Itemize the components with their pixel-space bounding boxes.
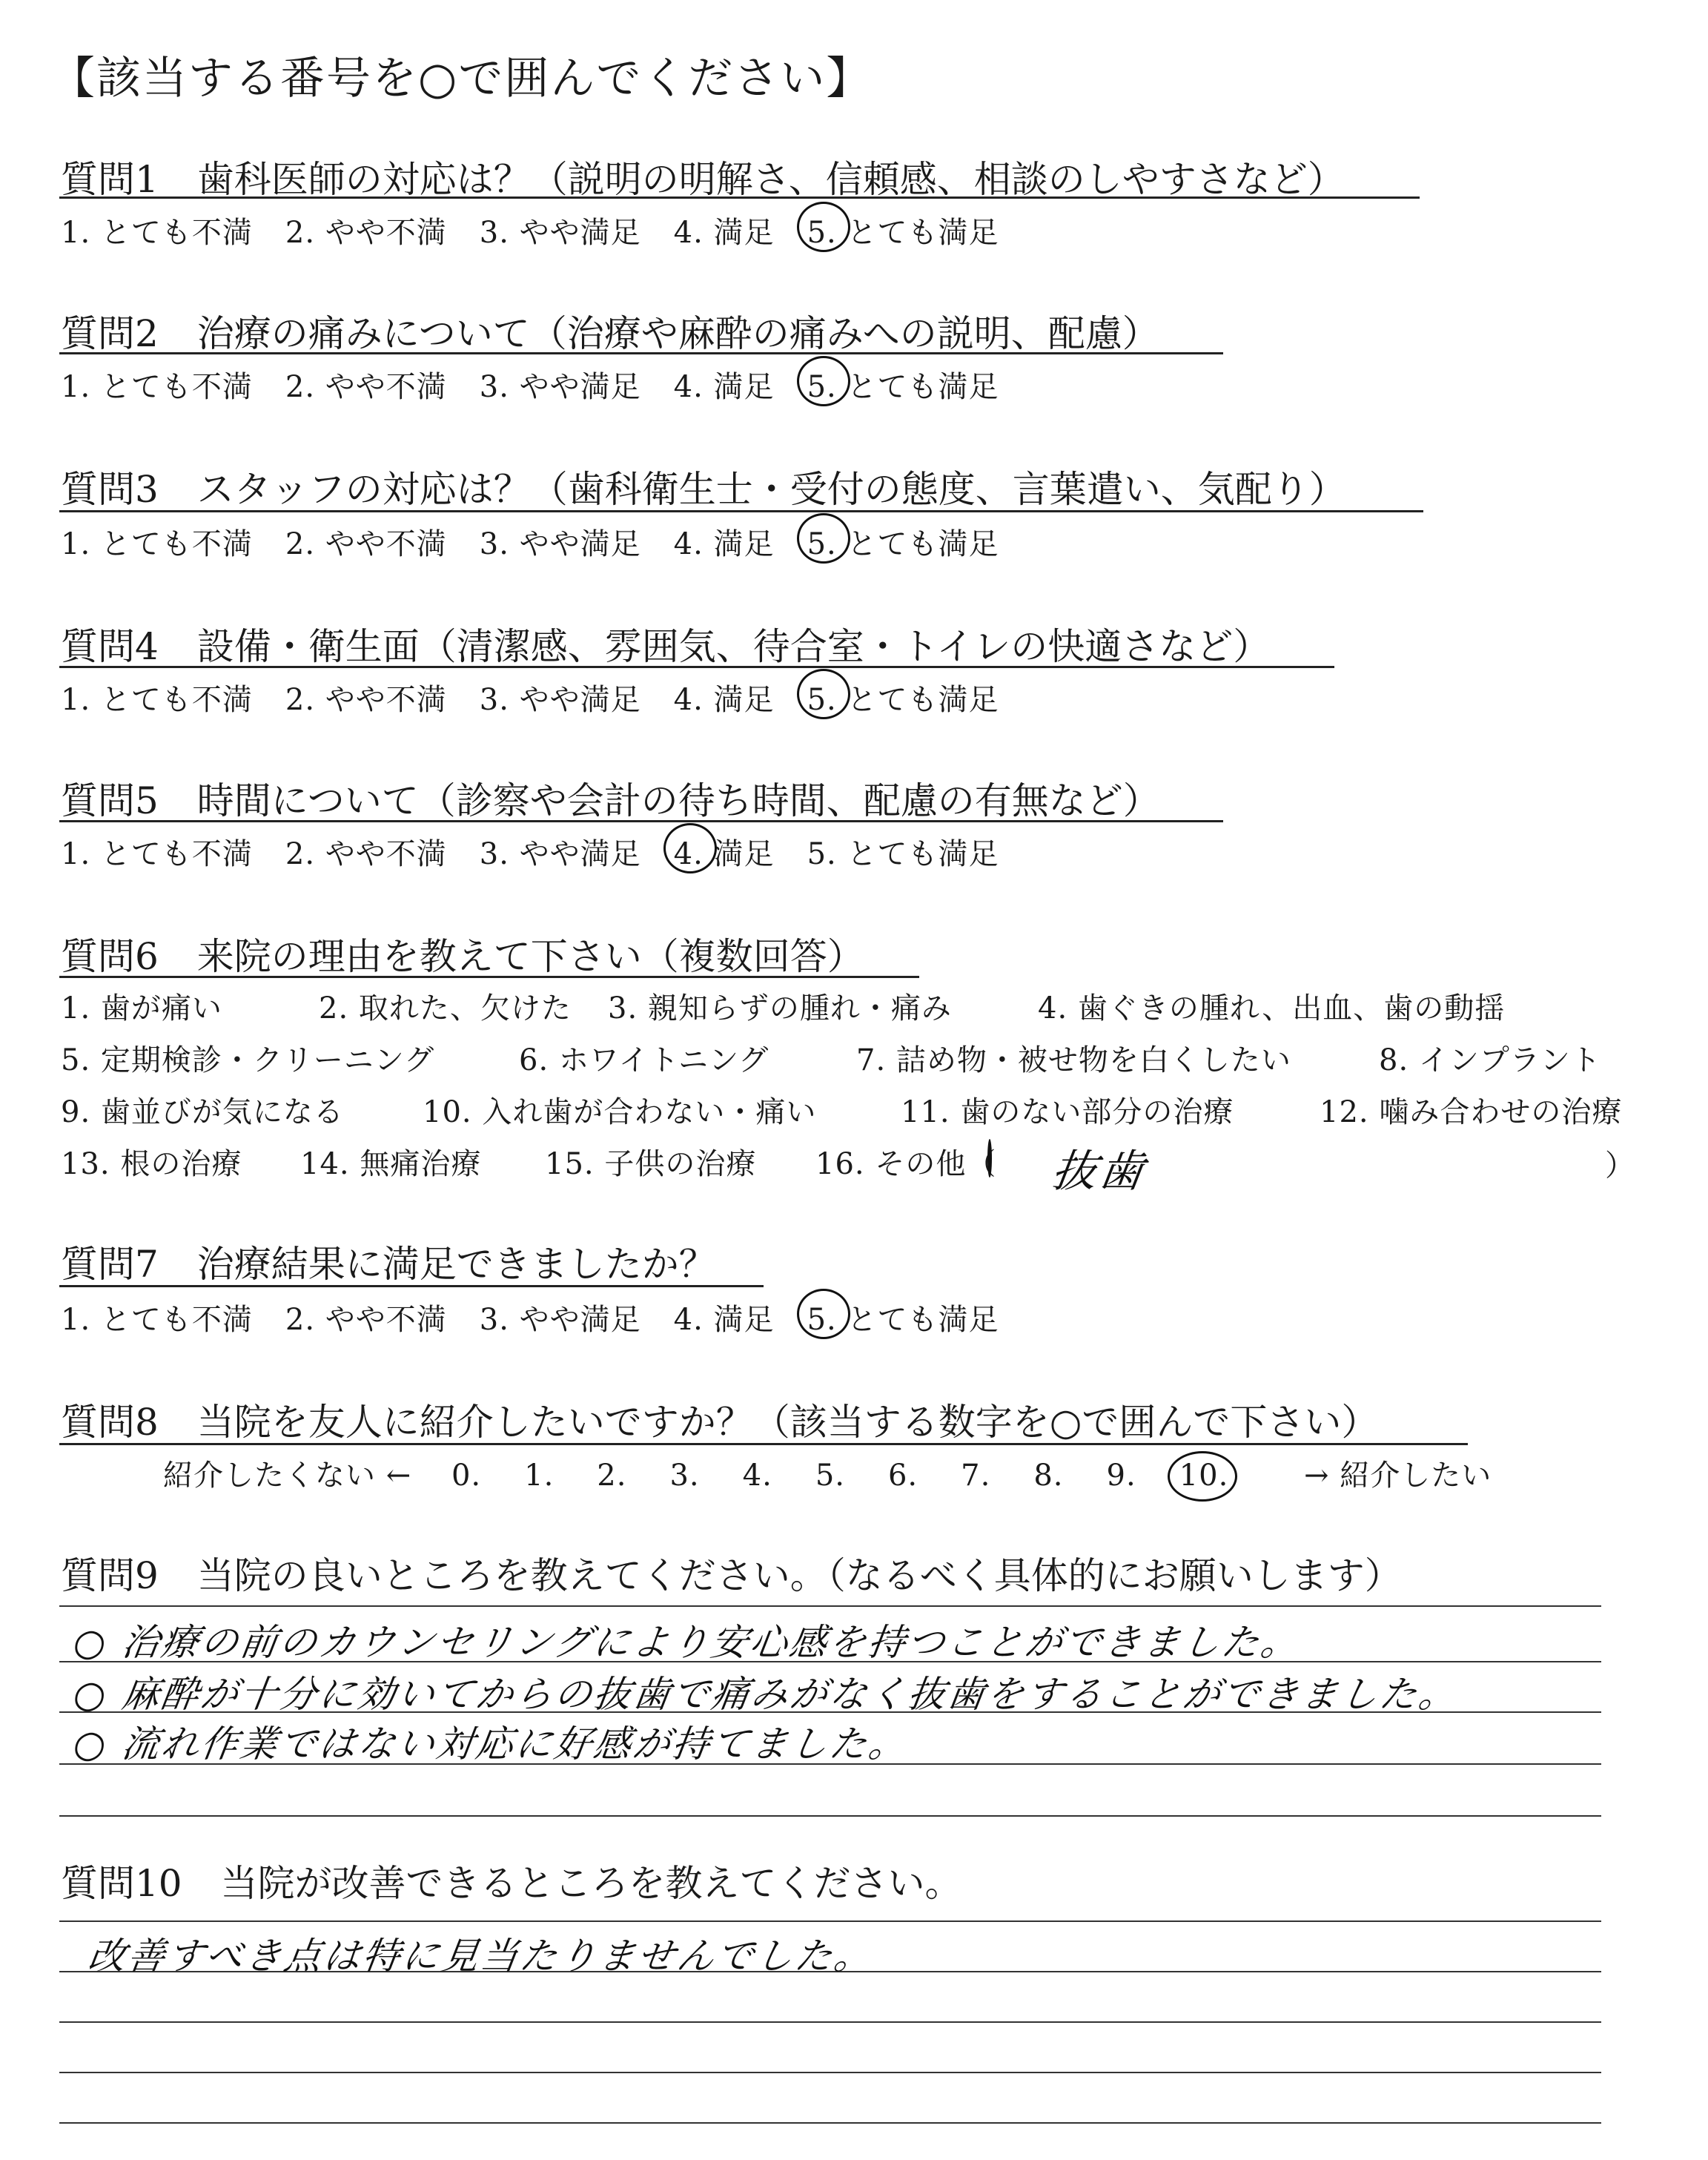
page-title: 【該当する番号を○で囲んでください】 <box>50 53 873 105</box>
rating-option-4[interactable]: 4. 満足 <box>673 216 775 250</box>
question-text: 当院を友人に紹介したいですか？（該当する数字を○で囲んで下さい） <box>196 1401 1379 1444</box>
selected-circle <box>797 669 850 719</box>
close-paren: ） <box>1605 1149 1635 1183</box>
rating-option-1[interactable]: 1. とても不満 <box>61 1303 253 1337</box>
question-underline <box>59 1285 764 1287</box>
selected-circle <box>1168 1451 1237 1502</box>
question-label: 質問7 <box>61 1243 159 1286</box>
question-10 <box>61 1854 962 1907</box>
question-7 <box>61 1235 716 1288</box>
selected-circle <box>797 356 850 406</box>
rating-option-5[interactable]: 5. とても満足 <box>807 521 999 563</box>
scale-option[interactable]: 1. <box>524 1459 555 1493</box>
question-text: 歯科医師の対応は？（説明の明解さ、信頼感、相談のしやすさなど） <box>196 158 1345 201</box>
rating-option-1[interactable]: 1. とても不満 <box>61 216 253 250</box>
question-9 <box>61 1546 1402 1599</box>
rating-option-5[interactable]: 5. とても満足 <box>807 837 999 871</box>
scale-option[interactable]: 4. <box>742 1459 772 1493</box>
reason-option[interactable]: 5. 定期検診・クリーニング <box>61 1043 435 1077</box>
rating-option-3[interactable]: 3. やや満足 <box>479 370 641 404</box>
scale-option[interactable]: 10. <box>1179 1459 1229 1493</box>
rating-row-q7 <box>61 1296 1031 1338</box>
rating-option-2[interactable]: 2. やや不満 <box>285 370 447 404</box>
recommend-row <box>163 1452 1492 1494</box>
question-5 <box>61 771 1160 825</box>
question-label: 質問4 <box>61 625 159 668</box>
good-point-2: ○ 麻酔が十分に効いてからの抜歯で痛みがなく抜歯をすることができました。 <box>70 1673 1462 1716</box>
reason-option[interactable]: 7. 詰め物・被せ物を白くしたい <box>856 1043 1291 1077</box>
rating-option-5[interactable]: 5. とても満足 <box>807 1296 999 1338</box>
question-text: 当院が改善できるところを教えてください。 <box>220 1862 962 1905</box>
scale-option[interactable]: 9. <box>1106 1459 1136 1493</box>
question-label: 質問1 <box>61 158 159 201</box>
question-6 <box>61 927 864 980</box>
question-underline <box>59 196 1420 199</box>
rating-row-q5 <box>61 830 1031 873</box>
question-underline <box>59 820 1223 822</box>
answer-line <box>59 1815 1601 1817</box>
question-label: 質問6 <box>61 935 159 978</box>
rating-option-2[interactable]: 2. やや不満 <box>285 683 447 717</box>
scale-option[interactable]: 7. <box>961 1459 991 1493</box>
question-text: スタッフの対応は？（歯科衛生士・受付の態度、言葉遣い、気配り） <box>196 468 1346 511</box>
question-text: 来院の理由を教えて下さい（複数回答） <box>196 935 864 978</box>
rating-option-1[interactable]: 1. とても不満 <box>61 527 253 561</box>
rating-option-3[interactable]: 3. やや満足 <box>479 837 641 871</box>
rating-option-1[interactable]: 1. とても不満 <box>61 370 253 404</box>
rating-row-q3 <box>61 521 1031 563</box>
reason-option[interactable]: 4. 歯ぐきの腫れ、出血、歯の動揺 <box>1038 991 1506 1025</box>
reason-option[interactable]: 9. 歯並びが気になる <box>61 1095 344 1129</box>
question-4 <box>61 617 1270 670</box>
question-text: 設備・衛生面（清潔感、雰囲気、待合室・トイレの快適さなど） <box>196 625 1271 668</box>
selected-circle <box>663 823 717 873</box>
selected-circle <box>797 1289 850 1339</box>
rating-option-4[interactable]: 4. 満足 <box>673 527 775 561</box>
question-underline <box>59 976 919 978</box>
good-point-1: ○ 治療の前のカウンセリングにより安心感を持つことができました。 <box>70 1621 1304 1664</box>
reason-option[interactable]: 8. インプラント <box>1379 1043 1601 1077</box>
recommend-left-label: 紹介したくない ← <box>163 1459 412 1493</box>
reason-option[interactable]: 16. その他（ <box>815 1140 1001 1183</box>
question-1 <box>61 150 1345 203</box>
question-label: 質問5 <box>61 779 159 822</box>
answer-line <box>59 2021 1601 2023</box>
question-label: 質問10 <box>61 1862 182 1905</box>
rating-option-1[interactable]: 1. とても不満 <box>61 683 253 717</box>
reason-option[interactable]: 10. 入れ歯が合わない・痛い <box>423 1095 817 1129</box>
question-label: 質問3 <box>61 468 159 511</box>
question-2 <box>61 304 1159 357</box>
rating-row-q1 <box>61 209 1031 251</box>
rating-option-4[interactable]: 4. 満足 <box>673 370 775 404</box>
reason-option[interactable]: 14. 無痛治療 <box>300 1147 482 1181</box>
question-text: 時間について（診察や会計の待ち時間、配慮の有無など） <box>196 779 1160 822</box>
question-underline <box>59 352 1223 354</box>
question-underline <box>59 666 1334 668</box>
reason-option[interactable]: 1. 歯が痛い <box>61 991 222 1025</box>
reason-option[interactable]: 11. 歯のない部分の治療 <box>901 1095 1234 1129</box>
rating-option-3[interactable]: 3. やや満足 <box>479 216 641 250</box>
rating-option-5[interactable]: 5. とても満足 <box>807 209 999 251</box>
scale-option[interactable]: 0. <box>451 1459 482 1493</box>
selected-circle <box>797 513 850 564</box>
other-answer: 抜歯 <box>1048 1146 1150 1198</box>
improvement-1: 改善すべき点は特に見当たりませんでした。 <box>85 1935 877 1978</box>
rating-option-2[interactable]: 2. やや不満 <box>285 837 447 871</box>
reason-option[interactable]: 13. 根の治療 <box>61 1147 242 1181</box>
question-text: 当院の良いところを教えてください。（なるべく具体的にお願いします） <box>196 1554 1402 1597</box>
selected-circle <box>797 202 850 252</box>
question-8 <box>61 1393 1378 1446</box>
scale-option[interactable]: 2. <box>597 1459 627 1493</box>
answer-line <box>59 1920 1601 1922</box>
rating-row-q4 <box>61 676 1031 719</box>
reason-option[interactable]: 2. 取れた、欠けた <box>319 991 572 1025</box>
rating-option-5[interactable]: 5. とても満足 <box>807 676 999 719</box>
question-underline <box>59 510 1423 512</box>
rating-option-2[interactable]: 2. やや不満 <box>285 527 447 561</box>
question-label: 質問9 <box>61 1554 159 1597</box>
reason-option[interactable]: 6. ホワイトニング <box>519 1043 769 1077</box>
rating-option-4[interactable]: 4. 満足 <box>673 1303 775 1337</box>
rating-option-4[interactable]: 4. 満足 <box>673 683 775 717</box>
question-label: 質問8 <box>61 1401 159 1444</box>
reason-option[interactable]: 15. 子供の治療 <box>545 1147 757 1181</box>
answer-line <box>59 2072 1601 2073</box>
rating-option-5[interactable]: 5. とても満足 <box>807 363 999 406</box>
reason-option[interactable]: 3. 親知らずの腫れ・痛み <box>608 991 952 1025</box>
rating-option-3[interactable]: 3. やや満足 <box>479 527 641 561</box>
selected-circle <box>987 1139 992 1178</box>
question-text: 治療結果に満足できましたか？ <box>196 1243 716 1286</box>
question-text: 治療の痛みについて（治療や麻酔の痛みへの説明、配慮） <box>196 312 1159 355</box>
question-label: 質問2 <box>61 312 159 355</box>
rating-option-1[interactable]: 1. とても不満 <box>61 837 253 871</box>
rating-option-2[interactable]: 2. やや不満 <box>285 1303 447 1337</box>
rating-option-3[interactable]: 3. やや満足 <box>479 683 641 717</box>
recommend-right-label: → 紹介したい <box>1304 1459 1492 1493</box>
reason-option[interactable]: 12. 噛み合わせの治療 <box>1320 1095 1623 1129</box>
scale-option[interactable]: 5. <box>815 1459 845 1493</box>
scale-option[interactable]: 3. <box>669 1459 700 1493</box>
rating-option-3[interactable]: 3. やや満足 <box>479 1303 641 1337</box>
scale-option[interactable]: 6. <box>887 1459 918 1493</box>
rating-option-4[interactable]: 4. 満足 <box>674 830 775 873</box>
rating-option-2[interactable]: 2. やや不満 <box>285 216 447 250</box>
good-point-3: ○ 流れ作業ではない対応に好感が持てました。 <box>70 1723 912 1766</box>
answer-line <box>59 1605 1601 1607</box>
scale-option[interactable]: 8. <box>1033 1459 1064 1493</box>
recommend-scale <box>451 1459 1271 1493</box>
rating-row-q2 <box>61 363 1031 406</box>
question-3 <box>61 460 1346 513</box>
question-underline <box>59 1443 1468 1445</box>
answer-line <box>59 2122 1601 2124</box>
